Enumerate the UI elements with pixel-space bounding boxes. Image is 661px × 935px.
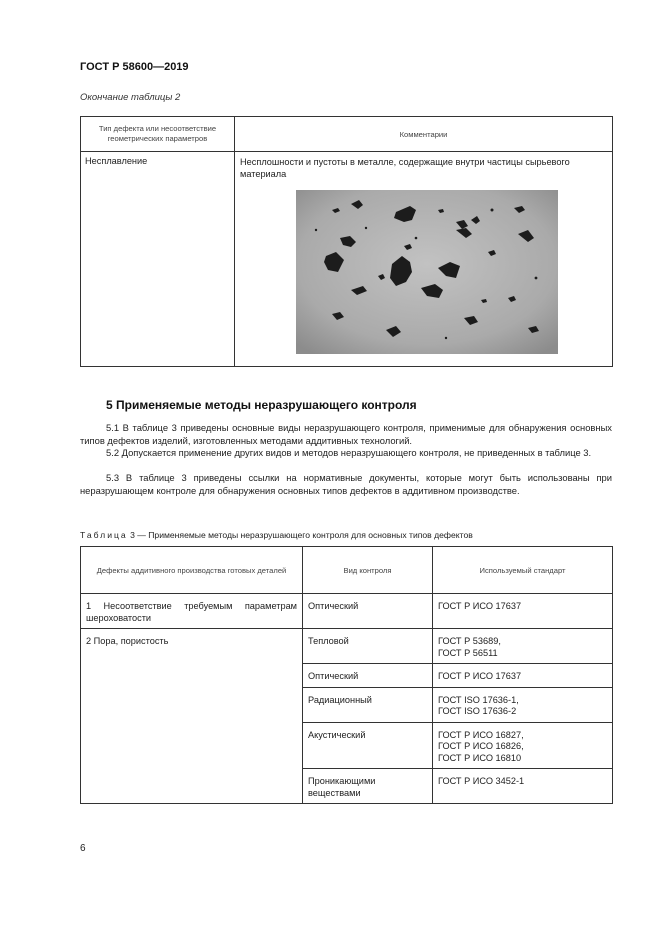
table-row (81, 629, 613, 664)
standard-cell: ГОСТ Р ИСО 3452-1 (433, 769, 613, 804)
standard-line: ГОСТ Р ИСО 16826, (438, 741, 524, 751)
method-cell: Радиационный (303, 687, 433, 722)
defect-name: Несплавление (85, 156, 148, 166)
table-3 (80, 546, 613, 804)
standard-cell: ГОСТ Р ИСО 17637 (433, 664, 613, 688)
table3-col1-header: Дефекты аддитивного производства готовых деталей (81, 547, 303, 594)
method-cell: Оптический (303, 664, 433, 688)
standard-line: ГОСТ Р 53689, (438, 636, 501, 646)
paragraph-5-2-text: 5.2 Допускается применение других видов и методов неразрушающего контроля, не приведенных в таблице 3. (106, 447, 592, 458)
standard-cell: ГОСТ Р ИСО 17637 (433, 594, 613, 629)
standard-line: ГОСТ Р 56511 (438, 647, 498, 658)
paragraph-5-2 (80, 447, 612, 460)
standard-cell (433, 687, 613, 722)
method-cell: Акустический (303, 722, 433, 769)
paragraph-5-3-text: 5.3 В таблице 3 приведены ссылки на нормативные документы, которые могут быть использованы при неразрушающем контроле для обнаружения основных типов дефектов в аддитивном производстве. (80, 472, 612, 496)
section-5-title: 5 Применяемые методы неразрушающего контроля (106, 398, 417, 412)
microstructure-photo (296, 190, 558, 354)
standard-line: ГОСТ ISO 17636-2 (438, 706, 517, 716)
table2-col1-header: Тип дефекта или несоответствие геометрических параметров (81, 117, 235, 152)
table3-caption (80, 530, 473, 540)
paragraph-5-3 (80, 472, 612, 497)
micrograph-image (296, 190, 558, 354)
standard-line: ГОСТ Р ИСО 16810 (438, 752, 522, 763)
table3-caption-text: 3 — Применяемые методы неразрушающего контроля для основных типов дефектов (130, 530, 473, 540)
method-cell: Проникающими веществами (303, 769, 433, 804)
paragraph-5-1-text: 5.1 В таблице 3 приведены основные виды неразрушающего контроля, применимые для обнаружения основных типов дефектов изделий, изготовленных методами аддитивных технологий. (80, 422, 612, 446)
table3-col2-header: Вид контроля (303, 547, 433, 594)
table-row (81, 594, 613, 629)
table2-comment-cell (235, 152, 613, 367)
method-cell: Оптический (303, 594, 433, 629)
page-number: 6 (80, 843, 86, 854)
table2-defect-cell (81, 152, 235, 367)
table-continuation-label: Окончание таблицы 2 (80, 92, 181, 103)
table3-caption-word: Таблица (80, 530, 128, 540)
table-2 (80, 116, 613, 367)
standard-cell (433, 722, 613, 769)
defect-comment: Несплошности и пустоты в металле, содержащие внутри частицы сырьевого материала (240, 157, 570, 179)
method-cell: Тепловой (303, 629, 433, 664)
standard-cell (433, 629, 613, 664)
table2-col2-header: Комментарии (235, 117, 613, 152)
standard-line: ГОСТ Р ИСО 16827, (438, 729, 524, 740)
table3-col3-header: Используемый стандарт (433, 547, 613, 594)
standard-line: ГОСТ ISO 17636-1, (438, 694, 519, 705)
defect-cell: 1 Несоответствие требуемым параметрам шероховатости (81, 594, 303, 629)
document-header: ГОСТ Р 58600—2019 (80, 61, 189, 73)
paragraph-5-1 (80, 422, 612, 447)
defect-cell: 2 Пора, пористость (81, 629, 303, 804)
